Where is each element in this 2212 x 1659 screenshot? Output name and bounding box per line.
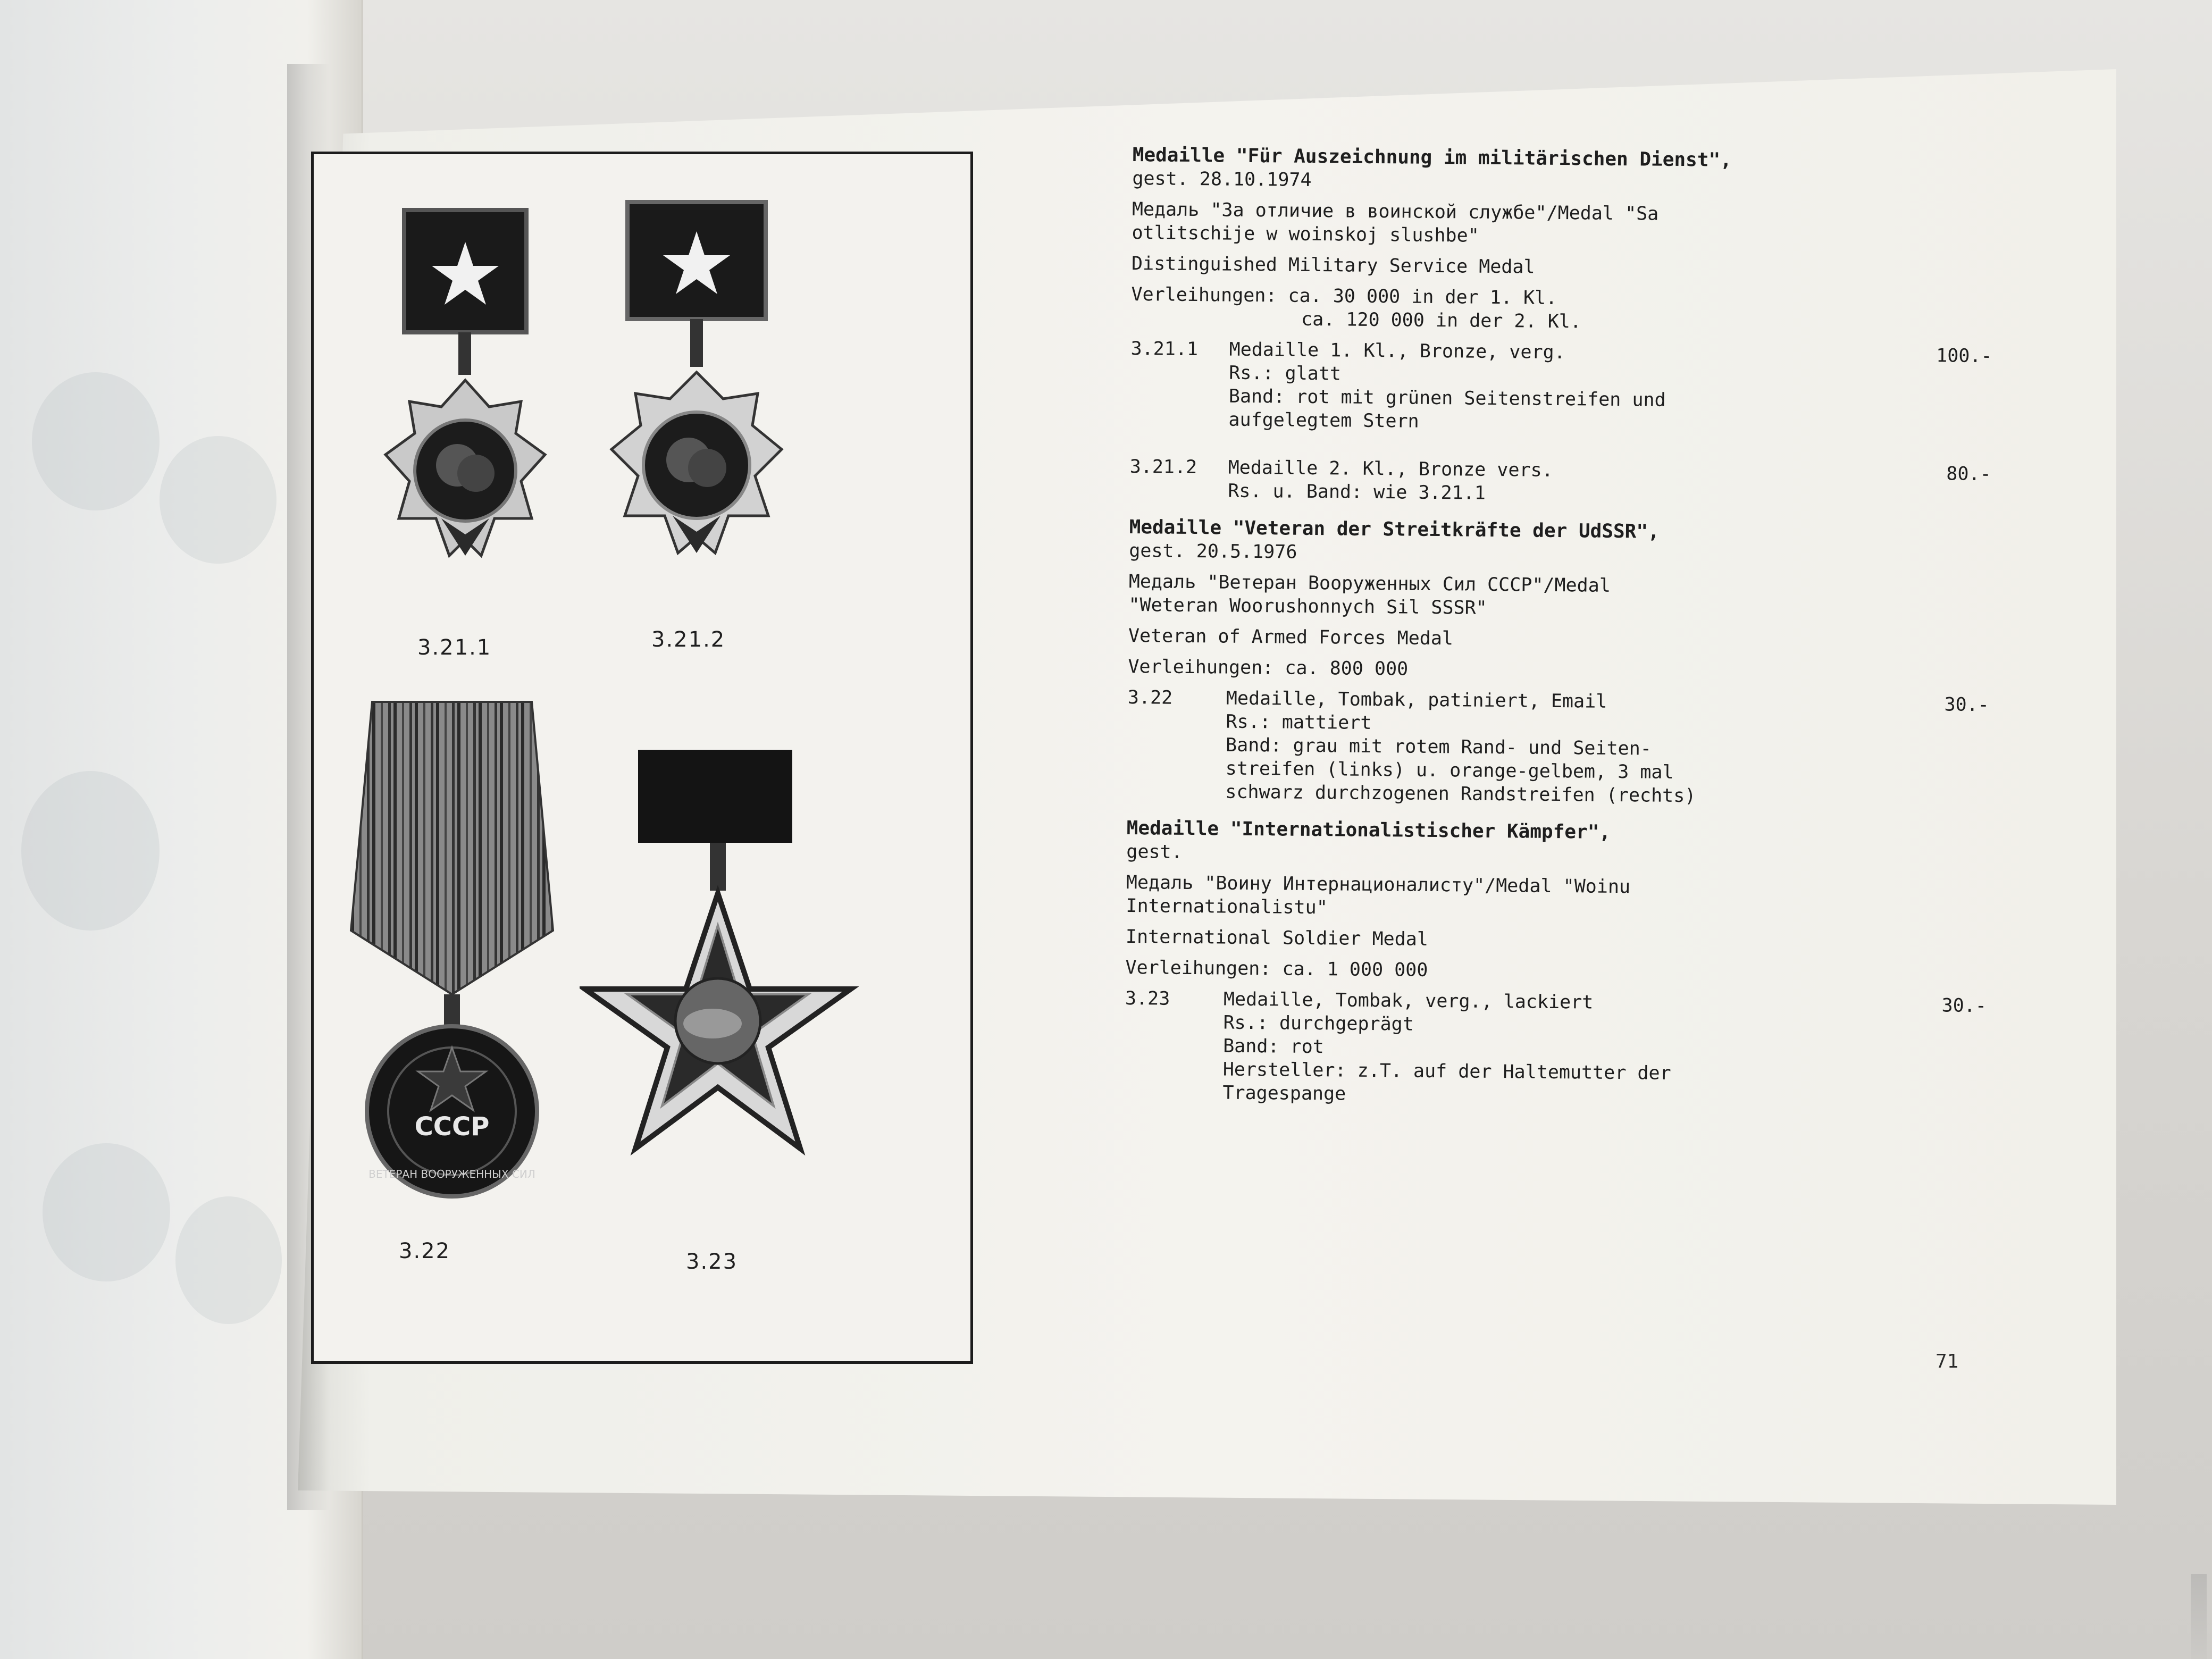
section-established: gest. 20.5.1976: [1129, 540, 1297, 563]
russian-name-line: Internationalistu": [1126, 895, 1328, 919]
catalog-entry-3-23: [1124, 987, 1987, 1111]
section-established: gest.: [1126, 841, 1183, 863]
show-through-circle: [32, 372, 160, 510]
catalog-text-column: [1124, 144, 1994, 1111]
entry-description: [1222, 988, 1848, 1110]
entry-line: Band: grau mit rotem Rand- und Seiten-: [1225, 734, 1652, 760]
figure-label-3-23: 3.23: [686, 1250, 738, 1274]
entry-line: Medaille 2. Kl., Bronze vers.: [1228, 457, 1553, 481]
show-through-circle: [175, 1196, 282, 1324]
catalog-entry-3-22: [1127, 686, 1989, 810]
awards-line: Verleihungen: ca. 30 000 in der 1. Kl.: [1131, 283, 1557, 309]
show-through-circle: [160, 436, 276, 564]
russian-name-line: Медаль "Ветеран Вооруженных Сил СССР"/Medal: [1128, 571, 1611, 597]
entry-line: Hersteller: z.T. auf der Haltemutter der: [1222, 1059, 1671, 1084]
catalog-entry-3-21-1: [1130, 337, 1992, 438]
page-number: 71: [1936, 1351, 1959, 1372]
russian-name-line: Медаль "За отличие в воинской службе"/Medal "Sa: [1132, 198, 1659, 225]
section-distinguished-military-service: [1129, 144, 1994, 509]
entry-number: 3.21.2: [1129, 456, 1197, 479]
entry-price: 100.-: [1936, 345, 1992, 367]
entry-line: Rs.: mattiert: [1226, 711, 1372, 734]
entry-price: 80.-: [1946, 463, 1991, 485]
entry-line: Medaille, Tombak, patiniert, Email: [1226, 688, 1607, 713]
show-through-circle: [43, 1143, 170, 1281]
english-name: Distinguished Military Service Medal: [1131, 253, 1535, 278]
awards-line: Verleihungen: ca. 800 000: [1128, 656, 1409, 680]
entry-line: Medaille 1. Kl., Bronze, verg.: [1229, 339, 1565, 364]
section-established: gest. 28.10.1974: [1132, 167, 1312, 191]
catalog-entry-3-21-2: [1129, 455, 1991, 509]
entry-description: [1225, 687, 1851, 809]
section-international-soldier: [1124, 817, 1988, 1111]
figure-label-3-21-2: 3.21.2: [651, 627, 726, 652]
medal-3-23-image: [580, 744, 877, 1234]
entry-line: streifen (links) u. orange-gelbem, 3 mal: [1225, 758, 1674, 783]
entry-line: Band: rot mit grünen Seitenstreifen und: [1228, 386, 1666, 411]
entry-line: Rs.: durchgeprägt: [1223, 1012, 1414, 1035]
section-title: Medaille "Veteran der Streitkräfte der UdSSR",: [1129, 516, 1660, 543]
illustration-frame: [311, 152, 973, 1364]
medal-3-22-image: [330, 697, 574, 1255]
section-title: Medaille "Internationalistischer Kämpfer",: [1126, 817, 1611, 843]
show-through-circle: [21, 771, 160, 931]
medal-3-21-2-image: [585, 197, 808, 622]
awards-line: Verleihungen: ca. 1 000 000: [1125, 957, 1428, 981]
entry-line: Rs. u. Band: wie 3.21.1: [1228, 480, 1486, 504]
figure-label-3-22: 3.22: [399, 1239, 451, 1263]
entry-price: 30.-: [1941, 995, 1987, 1017]
entry-line: Rs.: glatt: [1229, 362, 1342, 385]
section-veteran-armed-forces: [1127, 516, 1991, 810]
figure-label-3-21-1: 3.21.1: [417, 635, 492, 660]
entry-line: Tragespange: [1222, 1082, 1346, 1105]
entry-price: 30.-: [1944, 694, 1990, 716]
russian-name-line: Медаль "Воину Интернационалисту"/Medal "Woinu: [1126, 872, 1631, 898]
russian-name-line: otlitschije w woinskoj slushbe": [1132, 222, 1479, 247]
entry-line: Medaille, Tombak, verg., lackiert: [1223, 988, 1594, 1013]
english-name: Veteran of Armed Forces Medal: [1128, 625, 1454, 650]
entry-number: 3.21.1: [1130, 338, 1199, 361]
russian-name-line: "Weteran Woorushonnych Sil SSSR": [1128, 594, 1487, 619]
entry-line: aufgelegtem Stern: [1228, 409, 1419, 432]
entry-description: [1228, 338, 1854, 437]
section-title: Medaille "Für Auszeichnung im militärischen Dienst",: [1132, 144, 1732, 171]
english-name: International Soldier Medal: [1125, 926, 1429, 950]
medal-3-22-ring-text: ВЕТЕРАН ВООРУЖЕННЫХ СИЛ: [368, 1168, 535, 1180]
awards-line: ca. 120 000 in der 2. Kl.: [1301, 308, 1582, 333]
medal-3-21-1-image: [362, 205, 564, 630]
entry-number: 3.23: [1125, 987, 1170, 1010]
entry-line: Band: rot: [1223, 1035, 1325, 1058]
watermark-strip: [2191, 1574, 2207, 1659]
entry-description: [1228, 456, 1853, 508]
medal-3-22-inscription: СССР: [414, 1112, 490, 1142]
entry-number: 3.22: [1127, 686, 1173, 709]
entry-line: schwarz durchzogenen Randstreifen (rechts): [1225, 781, 1696, 807]
